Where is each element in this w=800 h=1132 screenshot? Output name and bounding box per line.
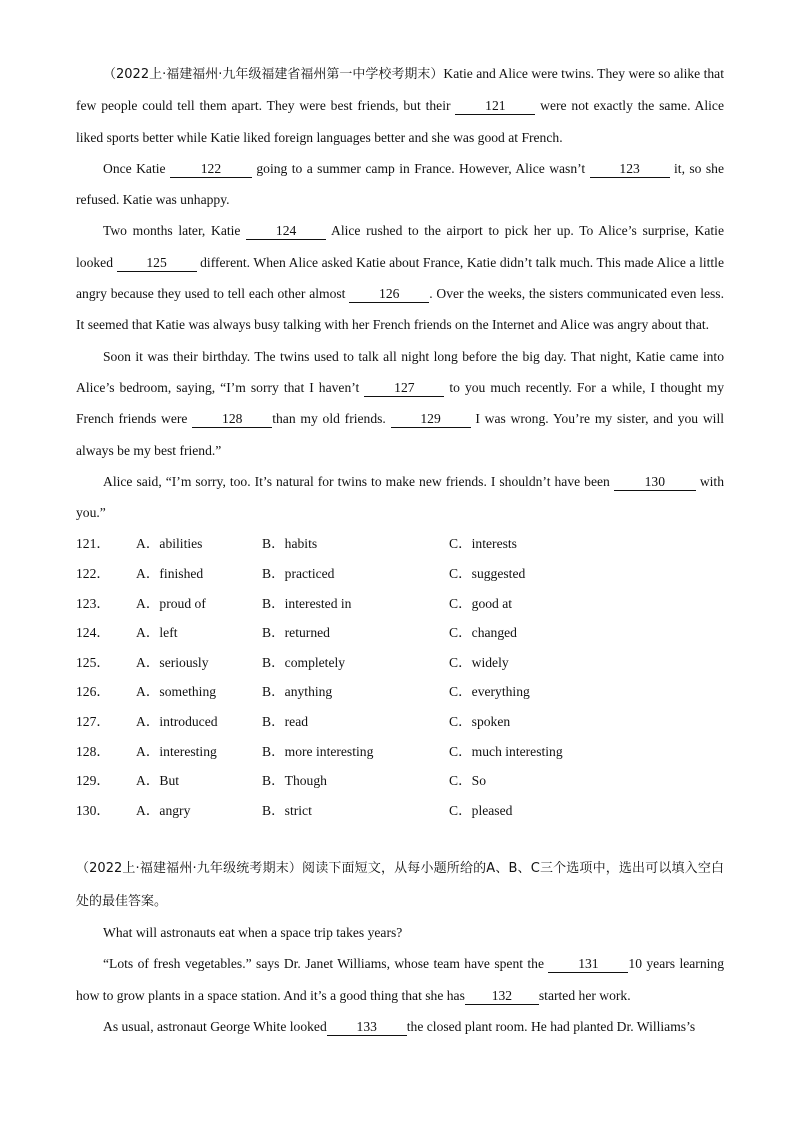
passage2-source: （2022上·福建福州·九年级统考期末） — [76, 861, 303, 877]
option-a[interactable]: A．finished — [136, 566, 204, 582]
option-c[interactable]: C．pleased — [449, 802, 513, 818]
passage2-paragraph-2 — [76, 948, 724, 1011]
option-c[interactable]: C．everything — [449, 684, 530, 700]
blank-125: 125 — [117, 255, 197, 272]
option-row-125 — [76, 648, 724, 678]
passage2 — [76, 852, 724, 1042]
option-row-123 — [76, 589, 724, 619]
question-number: 121． — [76, 536, 110, 552]
passage1-p1-text-1: Katie and Alice were twins. They were so alike that few people could tell them apart. They were best friends, but their — [76, 66, 724, 114]
option-a[interactable]: A．proud of — [136, 595, 206, 611]
passage1-p4-text-4: I was wrong. You’re my sister, and you will always be my best friend.” — [76, 411, 724, 458]
option-row-124 — [76, 618, 724, 648]
option-a[interactable]: A．left — [136, 625, 178, 641]
option-b[interactable]: B．anything — [262, 684, 333, 700]
blank-131: 131 — [548, 956, 628, 973]
option-c[interactable]: C．widely — [449, 654, 509, 670]
option-b[interactable]: B．strict — [262, 802, 312, 818]
passage1-p3-text-3: different. When Alice asked Katie about France, Katie didn’t talk much. This made Alice a little angry because they used to tell each other almost — [76, 254, 724, 302]
option-c[interactable]: C．interests — [449, 536, 517, 552]
passage1-p2-text-1: Once Katie — [103, 160, 170, 176]
option-a[interactable]: A．abilities — [136, 536, 203, 552]
option-row-129 — [76, 766, 724, 796]
options-list — [76, 529, 724, 825]
passage1-paragraph-2 — [76, 153, 724, 216]
passage1-p4-text-1: Soon it was their birthday. The twins used to talk all night long before the big day. That night, Katie came into Alice’s bedroom, saying, “I’m sorry that I haven’t — [76, 348, 724, 395]
option-b[interactable]: B．interested in — [262, 595, 352, 611]
passage2-instruction: 阅读下面短文，从每小题所给的A、B、C三个选项中，选出可以填入空白处的最佳答案。 — [76, 861, 724, 909]
blank-130: 130 — [614, 474, 696, 491]
option-a[interactable]: A．introduced — [136, 714, 218, 730]
passage1-paragraph-5 — [76, 466, 724, 529]
option-b[interactable]: B．completely — [262, 654, 346, 670]
passage1-p4-text-2: to you much recently. For a while, I thought my French friends were — [76, 379, 724, 427]
option-b[interactable]: B．habits — [262, 536, 318, 552]
option-c[interactable]: C．much interesting — [449, 743, 563, 759]
question-number: 123． — [76, 595, 110, 611]
question-number: 127． — [76, 714, 110, 730]
question-number: 125． — [76, 654, 110, 670]
passage1-p2-text-3: it, so she refused. Katie was unhappy. — [76, 160, 725, 208]
passage2-p2-text-3: started her work. — [538, 987, 631, 1003]
option-c[interactable]: C．So — [449, 773, 487, 789]
blank-132: 132 — [465, 988, 539, 1005]
passage1-p5-text-2: with you.” — [76, 473, 724, 521]
blank-122: 122 — [170, 161, 252, 178]
blank-128: 128 — [192, 411, 272, 428]
option-row-122 — [76, 559, 724, 589]
option-a[interactable]: A．interesting — [136, 743, 217, 759]
blank-129: 129 — [391, 411, 471, 428]
passage2-p2-text-2: 10 years learning how to grow plants in a space station. And it’s a good thing that she has — [76, 956, 724, 1003]
option-a[interactable]: A．angry — [136, 802, 191, 818]
question-number: 122． — [76, 566, 110, 582]
option-row-130 — [76, 796, 724, 826]
passage1-paragraph-3 — [76, 215, 724, 340]
option-c[interactable]: C．good at — [449, 595, 513, 611]
passage1-p3-text-1: Two months later, Katie — [103, 223, 247, 239]
option-b[interactable]: B．returned — [262, 625, 330, 641]
question-number: 130． — [76, 802, 110, 818]
option-b[interactable]: B．more interesting — [262, 743, 374, 759]
passage2-p3-text-2: the closed plant room. He had planted Dr. Williams’s — [406, 1018, 696, 1034]
blank-133: 133 — [327, 1019, 407, 1036]
question-number: 129． — [76, 773, 110, 789]
blank-123: 123 — [590, 161, 670, 178]
option-row-121 — [76, 529, 724, 559]
passage1-p2-text-2: going to a summer camp in France. However, Alice wasn’t — [251, 160, 590, 176]
blank-124: 124 — [246, 223, 326, 240]
passage2-paragraph-3 — [76, 1011, 724, 1042]
question-number: 126． — [76, 684, 110, 700]
option-c[interactable]: C．spoken — [449, 714, 511, 730]
passage2-header — [76, 852, 724, 917]
option-c[interactable]: C．suggested — [449, 566, 526, 582]
option-row-127 — [76, 707, 724, 737]
option-b[interactable]: B．read — [262, 714, 309, 730]
blank-127: 127 — [364, 380, 444, 397]
option-a[interactable]: A．something — [136, 684, 217, 700]
option-b[interactable]: B．Though — [262, 773, 327, 789]
option-row-126 — [76, 677, 724, 707]
question-number: 128． — [76, 743, 110, 759]
passage1-source: （2022上·福建福州·九年级福建省福州第一中学校考期末） — [103, 67, 444, 82]
passage1-p5-text-1: Alice said, “I’m sorry, too. It’s natural for twins to make new friends. I shouldn’t have been — [103, 473, 614, 489]
blank-126: 126 — [349, 286, 429, 303]
passage1-p3-text-4: . Over the weeks, the sisters communicated even less. It seemed that Katie was always busy talking with her French friends on the Internet and Alice was angry about that. — [76, 286, 724, 333]
document-page — [76, 58, 724, 1042]
option-b[interactable]: B．practiced — [262, 566, 335, 582]
passage1-paragraph-4 — [76, 341, 724, 466]
passage2-p2-text-1: “Lots of fresh vegetables.” says Dr. Janet Williams, whose team have spent the — [103, 956, 549, 972]
option-c[interactable]: C．changed — [449, 625, 517, 641]
passage1-paragraph-1 — [76, 58, 724, 153]
passage2-paragraph-1: What will astronauts eat when a space trip takes years? — [103, 924, 403, 940]
option-a[interactable]: A．But — [136, 773, 180, 789]
question-number: 124． — [76, 625, 110, 641]
passage1-p3-text-2: Alice rushed to the airport to pick her up. To Alice’s surprise, Katie looked — [76, 223, 724, 270]
blank-121: 121 — [455, 98, 535, 115]
option-row-128 — [76, 737, 724, 767]
passage2-p3-text-1: As usual, astronaut George White looked — [103, 1018, 327, 1034]
passage1-p1-text-2: were not exactly the same. Alice liked sports better while Katie liked foreign languages better and she was good at French. — [76, 98, 724, 145]
passage1-p4-text-3: than my old friends. — [272, 411, 391, 427]
option-a[interactable]: A．seriously — [136, 654, 209, 670]
